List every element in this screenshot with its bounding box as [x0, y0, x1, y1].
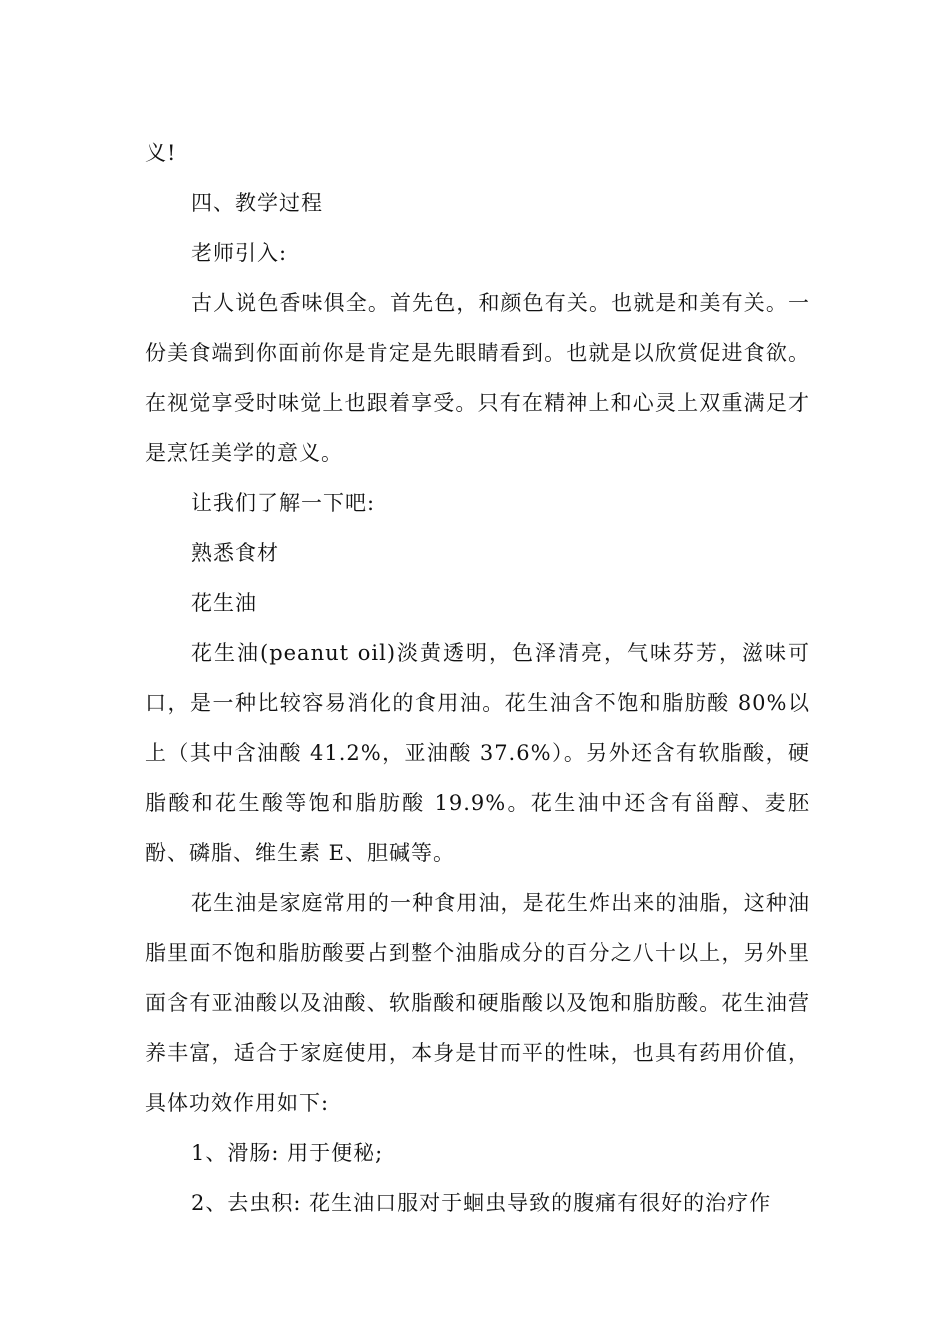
paragraph-lead-in: 让我们了解一下吧: — [191, 491, 376, 515]
paragraph-continuation: 义! — [145, 141, 177, 165]
list-item-2: 2、去虫积: 花生油口服对于蛔虫导致的腹痛有很好的治疗作 — [191, 1191, 772, 1215]
document-body — [145, 128, 810, 1228]
section-heading: 四、教学过程 — [191, 191, 323, 215]
subheading-ingredients: 熟悉食材 — [191, 541, 279, 565]
paragraph-intro: 古人说色香味俱全。首先色，和颜色有关。也就是和美有关。一份美食端到你面前你是肯定是先眼睛看到。也就是以欣赏促进食欲。在视觉享受时味觉上也跟着享受。只有在精神上和心灵上双重满足才是烹饪美学的意义。 — [145, 291, 810, 465]
subheading-peanut-oil: 花生油 — [191, 591, 257, 615]
list-item-1: 1、滑肠: 用于便秘; — [191, 1141, 384, 1165]
paragraph-peanut-oil-description: 花生油(peanut oil)淡黄透明，色泽清亮，气味芬芳，滋味可口，是一种比较容易消化的食用油。花生油含不饱和脂肪酸 80%以上（其中含油酸 41.2%，亚油酸 37.6%）。另外还含有软脂酸，硬脂酸和花生酸等饱和脂肪酸 19.9%。花生油中还含有甾醇、麦胚酚、磷脂、维生素 E、胆碱等。 — [145, 641, 810, 865]
subheading-teacher-intro: 老师引入: — [191, 241, 288, 265]
paragraph-peanut-oil-uses: 花生油是家庭常用的一种食用油，是花生炸出来的油脂，这种油脂里面不饱和脂肪酸要占到整个油脂成分的百分之八十以上，另外里面含有亚油酸以及油酸、软脂酸和硬脂酸以及饱和脂肪酸。花生油营养丰富，适合于家庭使用，本身是甘而平的性味，也具有药用价值，具体功效作用如下: — [145, 891, 810, 1115]
